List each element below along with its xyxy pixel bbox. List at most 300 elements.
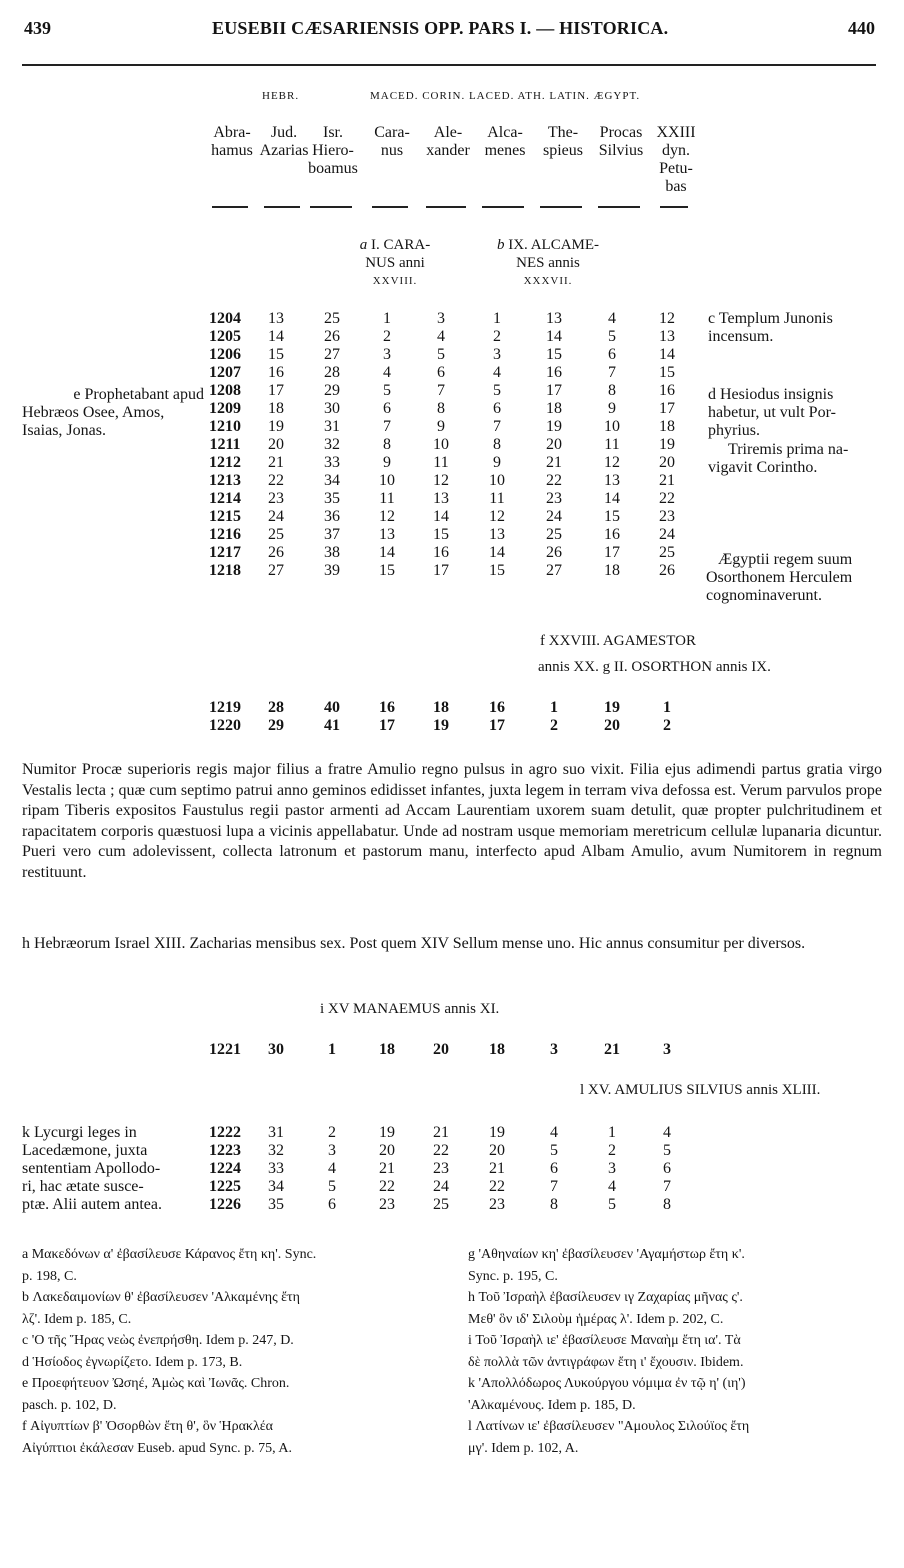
year-count-cell: 19 [268, 418, 284, 435]
footnote-line: Αἰγύπτιοι ἐκάλεσαν Euseb. apud Sync. p. 75, A. [22, 1440, 293, 1456]
footnote-line: i Τοῦ Ἰσραὴλ ιε' ἐβασίλευσε Μαναὴμ ἔτη ια'. Τὰ [468, 1333, 741, 1348]
year-count-cell: 24 [546, 508, 562, 525]
year-count-cell: 14 [546, 328, 562, 345]
footnote-line: b Λακεδαιμονίων θ' ἐβασίλευσεν 'Αλκαμένης ἔτη [22, 1290, 300, 1305]
year-count-cell: 3 [608, 1160, 616, 1177]
table-row [200, 436, 694, 454]
year-count-cell: 34 [268, 1178, 284, 1195]
year-count-cell: 40 [324, 699, 340, 716]
king-name [534, 124, 592, 160]
year-cell: 1214 [209, 490, 241, 507]
table-row [200, 1124, 694, 1142]
year-count-cell: 12 [659, 310, 675, 327]
year-count-cell: 26 [324, 328, 340, 345]
table-row [200, 717, 694, 735]
year-count-cell: 39 [324, 562, 340, 579]
year-count-cell: 30 [324, 400, 340, 417]
year-count-cell: 12 [433, 472, 449, 489]
year-count-cell: 10 [604, 418, 620, 435]
year-count-cell: 16 [268, 364, 284, 381]
year-count-cell: 20 [433, 1041, 449, 1058]
year-count-cell: 17 [268, 382, 284, 399]
year-count-cell: 8 [493, 436, 501, 453]
column-dash [310, 206, 352, 208]
year-count-cell: 29 [268, 717, 284, 734]
year-count-cell: 1 [383, 310, 391, 327]
year-count-cell: 21 [604, 1041, 620, 1058]
note-line: ptæ. Alii autem antea. [22, 1196, 162, 1213]
column-dash [598, 206, 640, 208]
year-count-cell: 5 [608, 1196, 616, 1213]
year-count-cell: 10 [379, 472, 395, 489]
footnote-line: Μεθ' ὃν ιδ' Σιλοὺμ ἡμέρας λ'. Idem p. 202, C. [468, 1311, 724, 1327]
year-cell: 1222 [209, 1124, 241, 1141]
column-dash [482, 206, 524, 208]
reign-osorthon: annis XX. g II. OSORTHON annis IX. [538, 659, 771, 675]
year-count-cell: 4 [663, 1124, 671, 1141]
year-count-cell: 23 [379, 1196, 395, 1213]
year-count-cell: 32 [268, 1142, 284, 1159]
note-aegyptii [706, 551, 852, 605]
year-cell: 1213 [209, 472, 241, 489]
year-count-cell: 12 [379, 508, 395, 525]
year-count-cell: 13 [379, 526, 395, 543]
chronology-table-1 [200, 310, 694, 580]
year-count-cell: 12 [604, 454, 620, 471]
year-count-cell: 6 [437, 364, 445, 381]
year-count-cell: 9 [608, 400, 616, 417]
year-count-cell: 11 [379, 490, 395, 507]
year-cell: 1218 [209, 562, 241, 579]
year-count-cell: 1 [608, 1124, 616, 1141]
year-count-cell: 41 [324, 717, 340, 734]
table-row [200, 310, 694, 328]
year-count-cell: 21 [659, 472, 675, 489]
year-cell: 1210 [209, 418, 241, 435]
year-count-cell: 1 [493, 310, 501, 327]
year-count-cell: 19 [659, 436, 675, 453]
year-count-cell: 19 [546, 418, 562, 435]
footnote-line: d Ἡσίοδος ἐγνωρίζετο. Idem p. 173, B. [22, 1354, 243, 1370]
year-count-cell: 17 [489, 717, 505, 734]
table-row [200, 454, 694, 472]
year-count-cell: 17 [433, 562, 449, 579]
year-count-cell: 7 [608, 364, 616, 381]
note-line: cognominaverunt. [706, 587, 822, 604]
year-count-cell: 21 [268, 454, 284, 471]
note-line: Hebræos Osee, Amos, [22, 404, 165, 421]
year-cell: 1206 [209, 346, 241, 363]
year-count-cell: 3 [328, 1142, 336, 1159]
year-count-cell: 5 [663, 1142, 671, 1159]
year-cell: 1225 [209, 1178, 241, 1195]
year-count-cell: 15 [489, 562, 505, 579]
year-cell: 1205 [209, 328, 241, 345]
reign-line: I. CARA- [371, 237, 431, 253]
table-row [200, 508, 694, 526]
year-count-cell: 27 [546, 562, 562, 579]
year-count-cell: 3 [383, 346, 391, 363]
king-name-line: menes [484, 142, 526, 159]
year-count-cell: 14 [433, 508, 449, 525]
year-count-cell: 24 [433, 1178, 449, 1195]
year-count-cell: 23 [546, 490, 562, 507]
year-count-cell: 18 [268, 400, 284, 417]
year-count-cell: 3 [550, 1041, 558, 1058]
year-count-cell: 4 [493, 364, 501, 381]
king-name-line: Ale- [433, 124, 463, 141]
note-mark: b [496, 237, 505, 253]
year-cell: 1211 [209, 436, 241, 453]
year-count-cell: 13 [604, 472, 620, 489]
reign-amulius: l XV. AMULIUS SILVIUS annis XLIII. [580, 1082, 821, 1098]
year-count-cell: 3 [493, 346, 501, 363]
footnote-line: a Μακεδόνων α' ἐβασίλευσε Κάρανος ἔτη κη'. Sync. [22, 1247, 317, 1262]
year-cell: 1221 [209, 1041, 241, 1058]
footnote-line: 'Αλκαμένους. Idem p. 185, D. [468, 1397, 636, 1413]
table-row [200, 1142, 694, 1160]
year-count-cell: 26 [268, 544, 284, 561]
year-count-cell: 20 [659, 454, 675, 471]
chronology-table-2 [200, 699, 694, 735]
year-count-cell: 9 [437, 418, 445, 435]
reign-line: XXVIII. [372, 275, 418, 287]
year-count-cell: 4 [383, 364, 391, 381]
note-e [22, 386, 204, 440]
table-row [200, 400, 694, 418]
footnote-line: δὲ πολλὰ τῶν ἀντιγράφων ἔτη ι' ἔχουσιν. Ibidem. [468, 1354, 744, 1370]
year-count-cell: 12 [489, 508, 505, 525]
year-count-cell: 29 [324, 382, 340, 399]
note-line: Triremis prima na- [728, 441, 849, 458]
table-row [200, 364, 694, 382]
year-count-cell: 10 [489, 472, 505, 489]
table-row [200, 562, 694, 580]
year-count-cell: 25 [659, 544, 675, 561]
reign-line: IX. ALCAME- [508, 237, 600, 253]
king-name-line: Silvius [598, 142, 644, 159]
year-count-cell: 23 [433, 1160, 449, 1177]
year-count-cell: 6 [550, 1160, 558, 1177]
year-count-cell: 22 [659, 490, 675, 507]
year-count-cell: 34 [324, 472, 340, 489]
year-count-cell: 13 [268, 310, 284, 327]
year-count-cell: 3 [663, 1041, 671, 1058]
year-count-cell: 22 [546, 472, 562, 489]
year-count-cell: 13 [546, 310, 562, 327]
year-count-cell: 20 [604, 717, 620, 734]
note-line: Osorthonem Herculem [706, 569, 853, 586]
year-count-cell: 17 [659, 400, 675, 417]
year-count-cell: 6 [608, 346, 616, 363]
col-head-others: MACED. CORIN. LACED. ATH. LATIN. ÆGYPT. [370, 90, 641, 102]
year-count-cell: 16 [433, 544, 449, 561]
table-row [200, 346, 694, 364]
king-name-line: Cara- [374, 124, 410, 141]
king-name-line: The- [547, 124, 579, 141]
year-count-cell: 4 [608, 1178, 616, 1195]
year-count-cell: 6 [493, 400, 501, 417]
note-c [708, 310, 833, 346]
year-count-cell: 27 [324, 346, 340, 363]
year-count-cell: 5 [383, 382, 391, 399]
table-row [200, 382, 694, 400]
king-name-line: XXIII [656, 124, 696, 141]
year-cell: 1217 [209, 544, 241, 561]
year-count-cell: 15 [379, 562, 395, 579]
year-count-cell: 25 [324, 310, 340, 327]
king-name-line: spieus [543, 142, 583, 159]
year-count-cell: 19 [433, 717, 449, 734]
year-count-cell: 18 [659, 418, 675, 435]
table-row [200, 1160, 694, 1178]
year-count-cell: 22 [433, 1142, 449, 1159]
king-name-line: Azarias [259, 142, 309, 159]
king-name [476, 124, 534, 160]
year-count-cell: 15 [604, 508, 620, 525]
year-count-cell: 17 [546, 382, 562, 399]
note-line: d Hesiodus insignis [708, 386, 834, 403]
year-count-cell: 28 [268, 699, 284, 716]
year-count-cell: 21 [379, 1160, 395, 1177]
year-count-cell: 6 [328, 1196, 336, 1213]
year-count-cell: 35 [268, 1196, 284, 1213]
year-count-cell: 7 [550, 1178, 558, 1195]
year-count-cell: 14 [659, 346, 675, 363]
year-count-cell: 2 [663, 717, 671, 734]
footnote-line: e Προεφήτευον Ὠσηέ, Ἀμὼς καὶ Ἰωνᾶς. Chron. [22, 1376, 290, 1391]
footnote-line: f Αἰγυπτίων β' Ὀσορθὼν ἔτη θ', ὃν Ἡρακλέα [22, 1419, 273, 1434]
year-count-cell: 19 [489, 1124, 505, 1141]
footnote-line: λζ'. Idem p. 185, C. [22, 1311, 132, 1327]
year-count-cell: 13 [433, 490, 449, 507]
year-count-cell: 21 [489, 1160, 505, 1177]
year-count-cell: 28 [324, 364, 340, 381]
year-count-cell: 3 [437, 310, 445, 327]
year-count-cell: 7 [493, 418, 501, 435]
reign-line: NUS anni [365, 255, 425, 271]
year-count-cell: 1 [663, 699, 671, 716]
king-name-line: dyn. [662, 142, 690, 159]
note-trireme [708, 441, 849, 477]
year-count-cell: 15 [433, 526, 449, 543]
king-name-line: nus [380, 142, 404, 159]
year-count-cell: 5 [493, 382, 501, 399]
table-row [200, 1196, 694, 1214]
king-name-line: Procas [599, 124, 643, 141]
year-count-cell: 2 [550, 717, 558, 734]
year-count-cell: 23 [659, 508, 675, 525]
year-cell: 1204 [209, 310, 241, 327]
year-count-cell: 7 [383, 418, 391, 435]
footnote-line: μγ'. Idem p. 102, A. [468, 1440, 579, 1456]
table-row [200, 699, 694, 717]
table-row [200, 1041, 694, 1059]
header-rule [22, 64, 876, 66]
year-count-cell: 25 [546, 526, 562, 543]
note-mark: a [359, 237, 368, 253]
note-line: habetur, ut vult Por- [708, 404, 836, 421]
king-name-line: Hiero- [312, 142, 354, 159]
column-dash [372, 206, 408, 208]
king-name-line: Petu- [659, 160, 693, 177]
note-line: c Templum Junonis [708, 310, 833, 327]
numitor-paragraph: Numitor Procæ superioris regis major filius a fratre Amulio regno pulsus in agro suo vixit. Filia ejus adimendi partus gratia virgo Vestalis lecta ; quæ cum septimo patrui anno geminos edidisset infantes, juxta legem in terram viva defossa est. Verum parvulos prope ripam Tiberis expositos Faustulus regii pastor armenti ad Accam Laurentiam uxorem suam detulit, quæ propter pulchritudinem et rapacitatem corporis quæstuosi lupa a vicinis appellabatur. Unde ad nostram usque memoriam meretricum cellulæ lupanaria dicuntur. Pueri vero cum adolevissent, collecta latronum et pastorum manu, interfecto apud Albam Amulio, avum Numitorem in regnum restituunt. [22, 761, 882, 881]
king-name-line: Abra- [213, 124, 251, 141]
king-name-line: hamus [211, 142, 253, 159]
year-count-cell: 19 [379, 1124, 395, 1141]
year-count-cell: 8 [550, 1196, 558, 1213]
year-count-cell: 26 [659, 562, 675, 579]
year-count-cell: 7 [437, 382, 445, 399]
year-count-cell: 16 [546, 364, 562, 381]
year-count-cell: 9 [493, 454, 501, 471]
column-dash [540, 206, 582, 208]
year-cell: 1208 [209, 382, 241, 399]
reign-manaemus: i XV MANAEMUS annis XI. [320, 1001, 500, 1017]
year-count-cell: 36 [324, 508, 340, 525]
year-count-cell: 6 [383, 400, 391, 417]
year-count-cell: 18 [489, 1041, 505, 1058]
year-cell: 1223 [209, 1142, 241, 1159]
year-count-cell: 4 [608, 310, 616, 327]
year-count-cell: 21 [546, 454, 562, 471]
year-count-cell: 14 [604, 490, 620, 507]
note-line: incensum. [708, 328, 774, 345]
page-number-right: 440 [848, 18, 875, 38]
year-cell: 1215 [209, 508, 241, 525]
year-count-cell: 1 [550, 699, 558, 716]
king-name [366, 124, 418, 160]
reign-line: NES annis [516, 255, 580, 271]
king-name-line: boamus [308, 160, 358, 177]
footnote-line: c 'Ο τῆς Ἥρας νεὼς ἐνεπρήσθη. Idem p. 247, D. [22, 1333, 294, 1348]
year-count-cell: 1 [328, 1041, 336, 1058]
year-count-cell: 7 [663, 1178, 671, 1195]
year-count-cell: 2 [328, 1124, 336, 1141]
king-name [258, 124, 310, 160]
column-dash [660, 206, 688, 208]
year-count-cell: 22 [268, 472, 284, 489]
year-cell: 1219 [209, 699, 241, 716]
year-cell: 1224 [209, 1160, 241, 1177]
year-count-cell: 35 [324, 490, 340, 507]
year-count-cell: 25 [433, 1196, 449, 1213]
note-line: k Lycurgi leges in [22, 1124, 137, 1141]
table-row [200, 328, 694, 346]
footnote-line: p. 198, C. [22, 1268, 77, 1284]
king-name-line: Isr. [323, 124, 343, 141]
year-count-cell: 16 [604, 526, 620, 543]
king-name [206, 124, 258, 160]
reign-alcamenes [478, 236, 618, 290]
year-cell: 1216 [209, 526, 241, 543]
year-count-cell: 17 [379, 717, 395, 734]
year-count-cell: 19 [604, 699, 620, 716]
reign-caranus [330, 236, 460, 290]
year-count-cell: 20 [379, 1142, 395, 1159]
year-count-cell: 20 [489, 1142, 505, 1159]
year-count-cell: 31 [268, 1124, 284, 1141]
table-row [200, 544, 694, 562]
king-name-line: bas [665, 178, 687, 195]
year-count-cell: 16 [489, 699, 505, 716]
year-count-cell: 18 [433, 699, 449, 716]
note-line: Isaias, Jonas. [22, 422, 106, 439]
year-count-cell: 11 [604, 436, 620, 453]
footnote-line: Sync. p. 195, C. [468, 1268, 558, 1284]
year-count-cell: 9 [383, 454, 391, 471]
note-d [708, 386, 836, 440]
year-count-cell: 8 [383, 436, 391, 453]
note-line: vigavit Corintho. [708, 459, 818, 476]
year-count-cell: 38 [324, 544, 340, 561]
page-number-left: 439 [24, 18, 51, 38]
year-count-cell: 24 [659, 526, 675, 543]
year-count-cell: 21 [433, 1124, 449, 1141]
column-dash [264, 206, 300, 208]
year-cell: 1226 [209, 1196, 241, 1213]
year-cell: 1220 [209, 717, 241, 734]
king-name [304, 124, 362, 178]
year-count-cell: 33 [324, 454, 340, 471]
year-count-cell: 11 [433, 454, 449, 471]
year-count-cell: 14 [379, 544, 395, 561]
year-count-cell: 16 [379, 699, 395, 716]
note-k [22, 1124, 202, 1214]
year-count-cell: 2 [383, 328, 391, 345]
reign-line: XXXVII. [523, 275, 573, 287]
note-h-paragraph: h Hebræorum Israel XIII. Zacharias mensibus sex. Post quem XIV Sellum mense uno. Hic annus consumitur per diversos. [22, 935, 806, 952]
footnotes-right [468, 1244, 888, 1459]
table-row [200, 526, 694, 544]
chronology-table-3 [200, 1041, 694, 1059]
note-line: Ægyptii regem suum [718, 551, 853, 568]
year-cell: 1209 [209, 400, 241, 417]
year-count-cell: 18 [379, 1041, 395, 1058]
king-name [420, 124, 476, 160]
footnote-line: g 'Αθηναίων κη' ἐβασίλευσεν 'Αγαμήστωρ ἔτη κ'. [468, 1247, 745, 1262]
note-line: ri, hac ætate susce- [22, 1178, 144, 1195]
year-count-cell: 14 [489, 544, 505, 561]
year-count-cell: 4 [437, 328, 445, 345]
year-count-cell: 14 [268, 328, 284, 345]
year-count-cell: 8 [437, 400, 445, 417]
year-count-cell: 8 [663, 1196, 671, 1213]
year-count-cell: 5 [608, 328, 616, 345]
year-count-cell: 13 [489, 526, 505, 543]
footnote-line: l Λατίνων ιε' ἐβασίλευσεν "Αμουλος Σιλούϊος ἔτη [468, 1419, 750, 1434]
year-count-cell: 23 [489, 1196, 505, 1213]
chronology-table-4 [200, 1124, 694, 1214]
year-count-cell: 16 [659, 382, 675, 399]
year-count-cell: 30 [268, 1041, 284, 1058]
note-line: phyrius. [708, 422, 760, 439]
year-count-cell: 22 [489, 1178, 505, 1195]
year-count-cell: 17 [604, 544, 620, 561]
king-name [592, 124, 650, 160]
year-count-cell: 32 [324, 436, 340, 453]
column-dash [212, 206, 248, 208]
year-count-cell: 15 [546, 346, 562, 363]
year-count-cell: 4 [328, 1160, 336, 1177]
year-count-cell: 31 [324, 418, 340, 435]
note-line: e Prophetabant apud [73, 386, 204, 403]
column-dash [426, 206, 466, 208]
year-count-cell: 18 [604, 562, 620, 579]
year-count-cell: 5 [437, 346, 445, 363]
col-head-hebr: HEBR. [262, 90, 300, 102]
